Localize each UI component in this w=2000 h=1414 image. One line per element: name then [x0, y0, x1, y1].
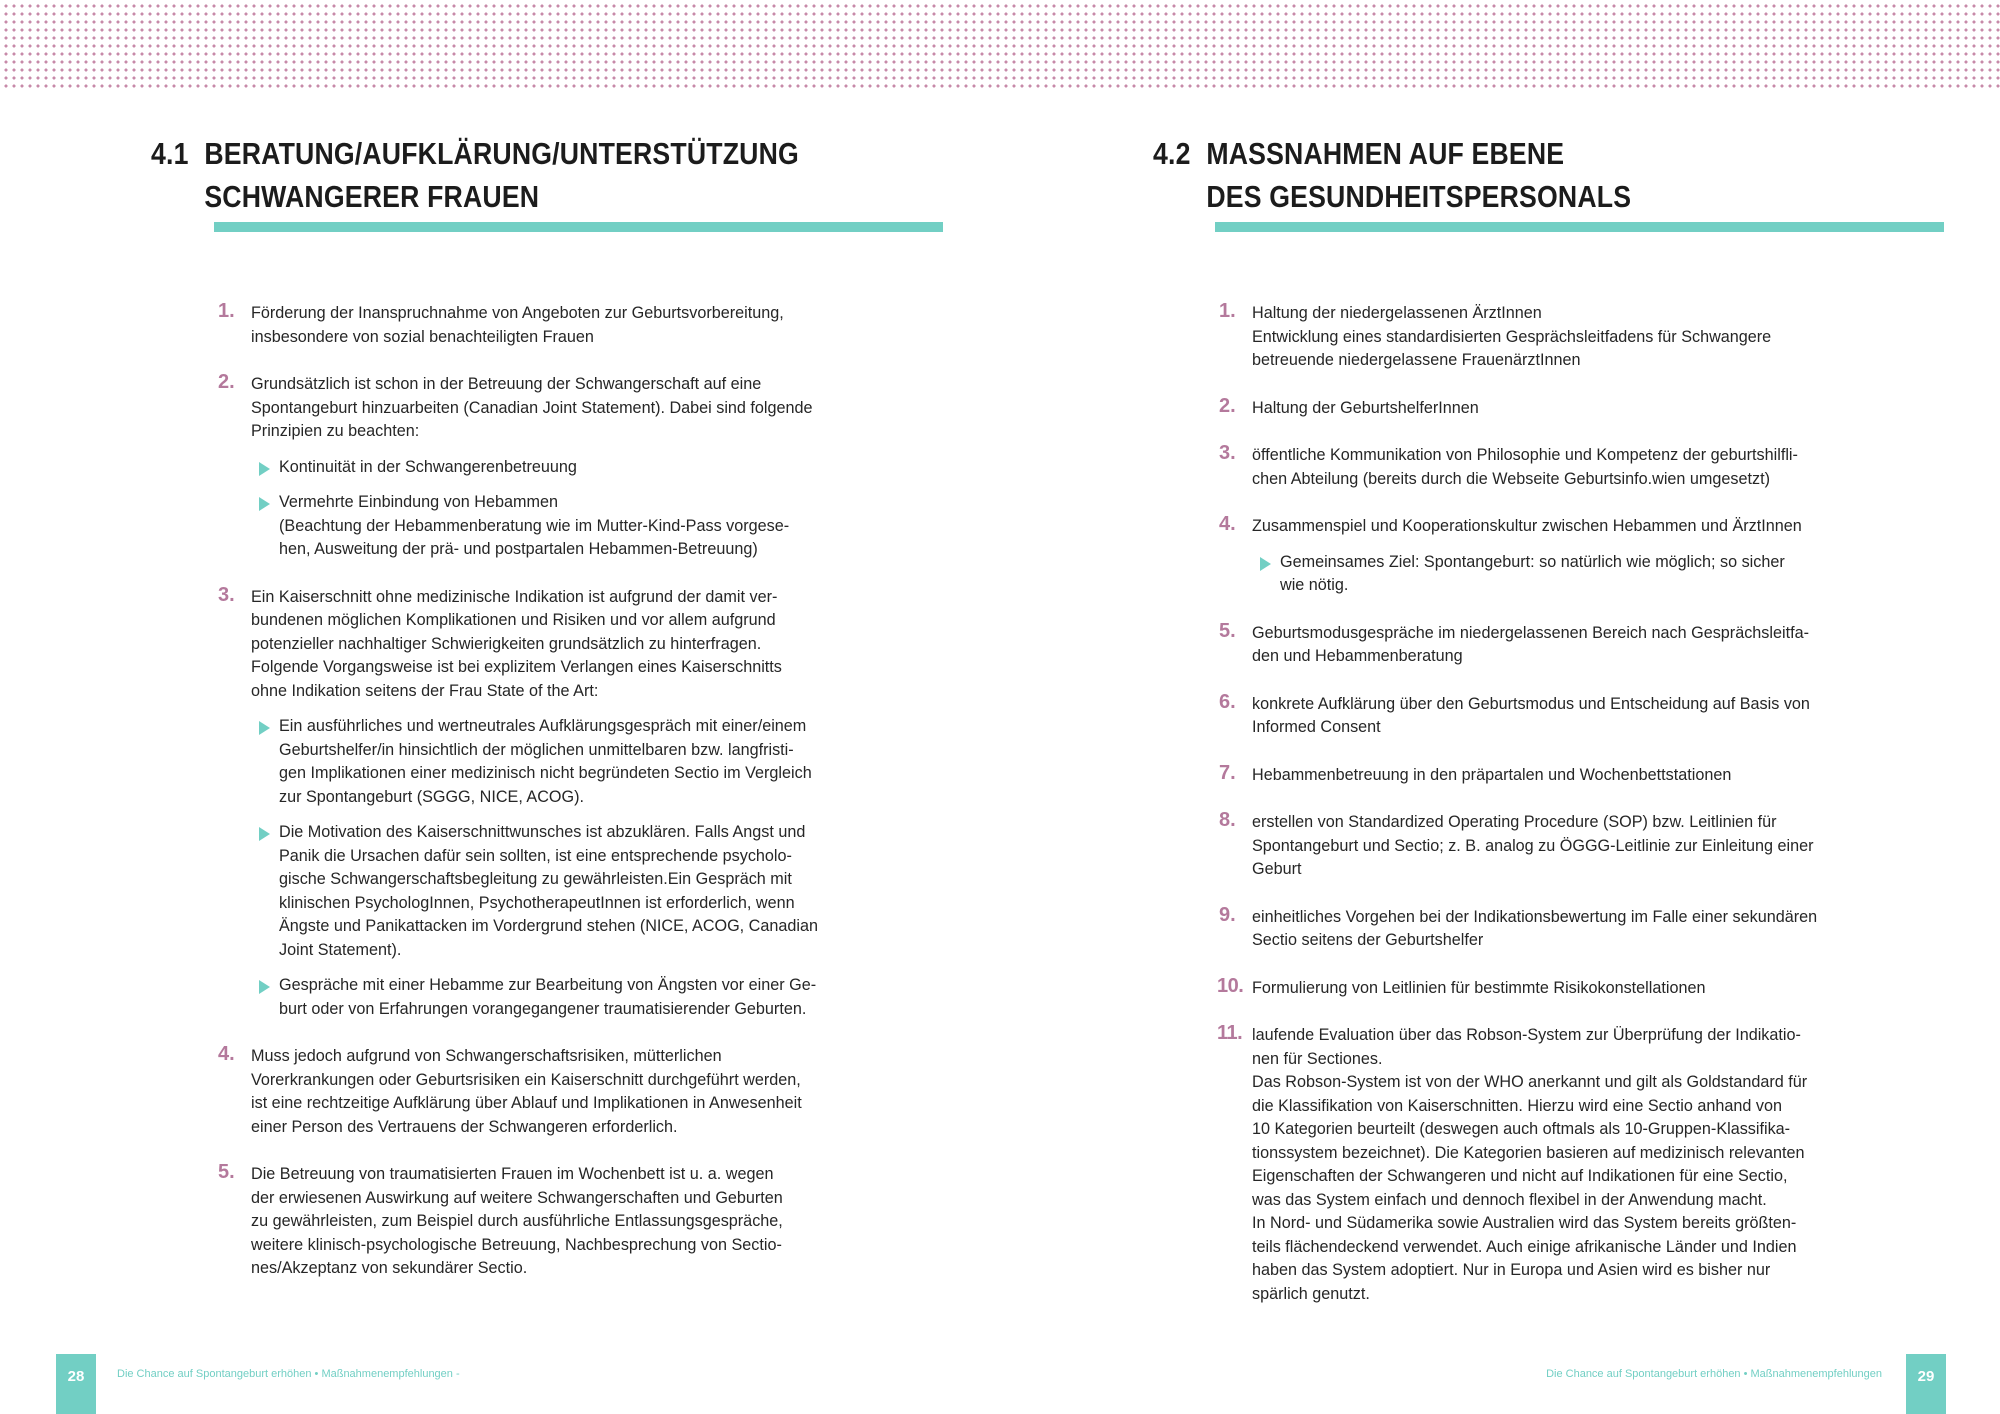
page-number: 29 [1917, 1368, 1935, 1385]
text-line: Ein Kaiserschnitt ohne medizinische Indikation ist aufgrund der damit ver- [251, 587, 778, 606]
text-line: Vermehrte Einbindung von Hebammen [279, 493, 558, 511]
item-text [1252, 622, 1809, 669]
text-line: nen für Sectiones. [1252, 1049, 1383, 1068]
text-line: In Nord- und Südamerika sowie Australien wird das System bereits größten- [1252, 1214, 1797, 1232]
item-number: 3. [1219, 442, 1236, 464]
item-number: 6. [1219, 690, 1236, 713]
text-line: zu gewährleisten, zum Beispiel durch ausführliche Entlassungsgespräche, [251, 1212, 783, 1230]
list-item [1219, 690, 1810, 740]
item-number: 7. [1219, 761, 1236, 784]
text-line: Zusammenspiel und Kooperationskultur zwischen Hebammen und ÄrztInnen [1252, 517, 1802, 535]
item-text [251, 373, 813, 444]
text-line: Sectio seitens der Geburtshelfer [1252, 931, 1484, 949]
sub-bullet [251, 456, 778, 480]
text-line: insbesondere von sozial benachteiligten Frauen [251, 327, 594, 346]
text-line: Eigenschaften der Schwangeren und nicht auf Indikationen für eine Sectio, [1252, 1167, 1788, 1185]
item-text [1252, 811, 1814, 882]
item-number: 2. [218, 371, 235, 393]
item-text [1252, 302, 1779, 373]
text-line: Hebammenbetreuung in den präpartalen und Wochenbettstationen [1252, 765, 1732, 784]
text-line: Geburtshelfer/in hinsichtlich der möglichen unmittelbaren bzw. langfristi- [279, 740, 794, 759]
item-number: 2. [1219, 394, 1236, 417]
footer-running-title: Die Chance auf Spontangeburt erhöhen • Maßnahmenempfehlungen - [117, 1368, 460, 1380]
text-line: Haltung der GeburtshelferInnen [1252, 398, 1479, 417]
item-text [251, 1045, 802, 1139]
text-line: klinischen PsychologInnen, PsychotherapeutInnen ist erforderlich, wenn [279, 893, 795, 912]
text-line: einer Person des Vertrauens der Schwangeren erforderlich. [251, 1117, 678, 1136]
item-number: 3. [218, 583, 235, 606]
sub-bullet [251, 715, 812, 809]
text-line: bundenen möglichen Komplikationen und Risiken und vor allem aufgrund [251, 611, 776, 629]
triangle-bullet-icon [259, 462, 270, 476]
text-line: der erwiesenen Auswirkung auf weitere Schwangerschaften und Geburten [251, 1188, 783, 1207]
text-line: Formulierung von Leitlinien für bestimmte Risikokonstellationen [1252, 978, 1706, 997]
sub-bullet-list [1252, 551, 1785, 598]
item-text [251, 586, 782, 704]
section-title-line2: DES GESUNDHEITSPERSONALS [1206, 179, 1632, 214]
item-number: 8. [1219, 809, 1236, 831]
item-text [1252, 515, 1802, 539]
text-line: zur Spontangeburt (SGGG, NICE, ACOG). [279, 787, 584, 806]
sub-bullet [251, 821, 818, 962]
text-line: Geburtsmodusgespräche im niedergelassenen Bereich nach Gesprächsleitfa- [1252, 623, 1809, 642]
text-line: Spontangeburt und Sectio; z. B. analog zu ÖGGG-Leitlinie zur Einleitung einer [1252, 836, 1814, 855]
item-text [1252, 977, 1779, 1001]
item-number: 5. [1219, 619, 1236, 642]
triangle-bullet-icon [259, 980, 270, 994]
item-text [251, 1163, 783, 1281]
text-line: erstellen von Standardized Operating Procedure (SOP) bzw. Leitlinien für [1252, 813, 1777, 831]
text-line: den und Hebammenberatung [1252, 647, 1463, 665]
item-text [1252, 693, 1810, 740]
item-text [251, 302, 784, 349]
text-line: Das Robson-System ist von der WHO anerkannt und gilt als Goldstandard für [1252, 1073, 1808, 1091]
item-number: 1. [218, 300, 235, 322]
text-line: weitere klinisch-psychologische Betreuung, Nachbesprechung von Sectio- [251, 1235, 782, 1254]
item-text [1252, 444, 1798, 491]
text-line: was das System einfach und dennoch flexibel in der Anwendung macht. [1252, 1190, 1767, 1209]
list-item [1219, 619, 1809, 669]
text-line: Förderung der Inanspruchnahme von Angeboten zur Geburtsvorbereitung, [251, 304, 784, 322]
text-line: Gemeinsames Ziel: Spontangeburt: so natürlich wie möglich; so sicher [1280, 552, 1785, 571]
text-line: wie nötig. [1280, 576, 1349, 594]
list-item [1219, 394, 1779, 421]
section-title-line1: MASSNAHMEN AUF EBENE [1206, 136, 1565, 171]
sub-bullet [251, 491, 790, 562]
item-number: 9. [1219, 903, 1236, 926]
text-line: Ein ausführliches und wertneutrales Aufklärungsgespräch mit einer/einem [279, 717, 807, 735]
triangle-bullet-icon [1260, 557, 1271, 571]
text-line: Grundsätzlich ist schon in der Betreuung der Schwangerschaft auf eine [251, 375, 762, 393]
text-line: potenzieller nachhaltiger Schwierigkeiten grundsätzlich zu hinterfragen. [251, 634, 762, 653]
item-number: 4. [218, 1043, 235, 1065]
item-text [1252, 1024, 1808, 1306]
text-line: Panik die Ursachen dafür sein sollten, ist eine entsprechende psycholo- [279, 846, 792, 865]
heading-underline [214, 222, 943, 232]
text-line: haben das System adoptiert. Nur in Europa und Asien wird es bisher nur [1252, 1261, 1771, 1279]
text-line: Spontangeburt hinzuarbeiten (Canadian Joint Statement). Dabei sind folgende [251, 398, 813, 417]
text-line: Kontinuität in der Schwangerenbetreuung [279, 457, 577, 476]
list-item [218, 1161, 783, 1281]
text-line: tionssystem bezeichnet). Die Kategorien basieren auf medizinisch relevanten [1252, 1143, 1805, 1162]
list-item [218, 1043, 802, 1139]
list-item [1219, 761, 1779, 788]
text-line: die Klassifikation von Kaiserschnitten. Hierzu wird eine Sectio anhand von [1252, 1096, 1782, 1115]
text-line: laufende Evaluation über das Robson-System zur Überprüfung der Indikatio- [1252, 1026, 1801, 1044]
text-line: spärlich genutzt. [1252, 1284, 1370, 1303]
text-line: Gespräche mit einer Hebamme zur Bearbeitung von Ängsten vor einer Ge- [279, 976, 817, 994]
item-number: 1. [1219, 300, 1236, 322]
section-number: 4.1 [151, 136, 189, 171]
section-title-line2: SCHWANGERER FRAUEN [204, 179, 540, 214]
text-line: chen Abteilung (bereits durch die Webseite Geburtsinfo.wien umgesetzt) [1252, 469, 1770, 488]
text-line: Die Motivation des Kaiserschnittwunsches ist abzuklären. Falls Angst und [279, 823, 806, 841]
item-number: 10. [1217, 974, 1244, 997]
item-number: 4. [1219, 513, 1236, 535]
sub-bullet [1252, 551, 1785, 598]
text-line: betreuende niedergelassene FrauenärztInnen [1252, 351, 1581, 369]
section-number: 4.2 [1153, 136, 1191, 171]
triangle-bullet-icon [259, 827, 270, 841]
sub-bullet-list [251, 456, 790, 562]
sub-bullet-list [251, 715, 818, 1021]
text-line: ohne Indikation seitens der Frau State of the Art: [251, 681, 599, 700]
sub-bullet [251, 974, 817, 1021]
measures-list [218, 300, 818, 1305]
text-line: hen, Ausweitung der prä- und postpartalen Hebammen-Betreuung) [279, 540, 758, 558]
text-line: teils flächendeckend verwendet. Auch einige afrikanische Länder und Indien [1252, 1237, 1797, 1256]
list-item [1219, 809, 1814, 882]
text-line: burt oder von Erfahrungen vorangegangener traumatisierender Geburten. [279, 999, 807, 1018]
text-line: Vorerkrankungen oder Geburtsrisiken ein Kaiserschnitt durchgeführt werden, [251, 1070, 801, 1089]
page-number: 28 [67, 1368, 85, 1385]
list-item [1219, 302, 1779, 373]
text-line: (Beachtung der Hebammenberatung wie im Mutter-Kind-Pass vorgese- [279, 516, 790, 535]
item-text [1252, 764, 1779, 788]
item-number: 11. [1217, 1022, 1243, 1044]
list-item [1217, 974, 1779, 1001]
triangle-bullet-icon [259, 497, 270, 511]
text-line: Ängste und Panikattacken im Vordergrund stehen (NICE, ACOG, Canadian [279, 917, 818, 935]
list-item [218, 583, 818, 1022]
text-line: konkrete Aufklärung über den Geburtsmodus und Entscheidung auf Basis von [1252, 694, 1810, 713]
page-number-box [1906, 1354, 1946, 1414]
item-text [1252, 397, 1779, 421]
text-line: Geburt [1252, 860, 1302, 878]
list-item [218, 300, 784, 349]
list-item [1217, 1022, 1808, 1306]
text-line: Folgende Vorgangsweise ist bei explizitem Verlangen eines Kaiserschnitts [251, 658, 782, 676]
text-line: nes/Akzeptanz von sekundärer Sectio. [251, 1259, 528, 1277]
text-line: gen Implikationen einer medizinisch nicht begründeten Sectio im Vergleich [279, 764, 812, 782]
text-line: einheitliches Vorgehen bei der Indikationsbewertung im Falle einer sekundären [1252, 907, 1818, 926]
list-item [1219, 513, 1802, 598]
text-line: Haltung der niedergelassenen ÄrztInnen [1252, 304, 1542, 322]
text-line: 10 Kategorien beurteilt (deswegen auch oftmals als 10-Gruppen-Klassifika- [1252, 1120, 1791, 1138]
page-number-box [56, 1354, 96, 1414]
list-item [1219, 903, 1818, 953]
text-line: gische Schwangerschaftsbegleitung zu gewährleisten.Ein Gespräch mit [279, 870, 792, 888]
footer-running-title: Die Chance auf Spontangeburt erhöhen • Maßnahmenempfehlungen [1546, 1368, 1882, 1380]
list-item [1219, 442, 1798, 491]
right-page [1000, 0, 2000, 1414]
triangle-bullet-icon [259, 721, 270, 735]
text-line: Joint Statement). [279, 940, 402, 959]
text-line: Informed Consent [1252, 718, 1381, 736]
text-line: Die Betreuung von traumatisierten Frauen im Wochenbett ist u. a. wegen [251, 1165, 774, 1183]
item-text [1252, 906, 1818, 953]
heading-underline [1215, 222, 1944, 232]
text-line: Muss jedoch aufgrund von Schwangerschaftsrisiken, mütterlichen [251, 1047, 722, 1065]
text-line: Entwicklung eines standardisierten Gesprächsleitfadens für Schwangere [1252, 327, 1772, 346]
text-line: öffentliche Kommunikation von Philosophie und Kompetenz der geburtshilfli- [1252, 446, 1798, 464]
text-line: Prinzipien zu beachten: [251, 422, 420, 440]
measures-list [1217, 300, 1818, 1330]
section-title-line1: BERATUNG/AUFKLÄRUNG/UNTERSTÜTZUNG [204, 136, 799, 171]
text-line: ist eine rechtzeitige Aufklärung über Ablauf und Implikationen in Anwesenheit [251, 1094, 802, 1112]
list-item [218, 371, 813, 562]
item-number: 5. [218, 1161, 235, 1183]
